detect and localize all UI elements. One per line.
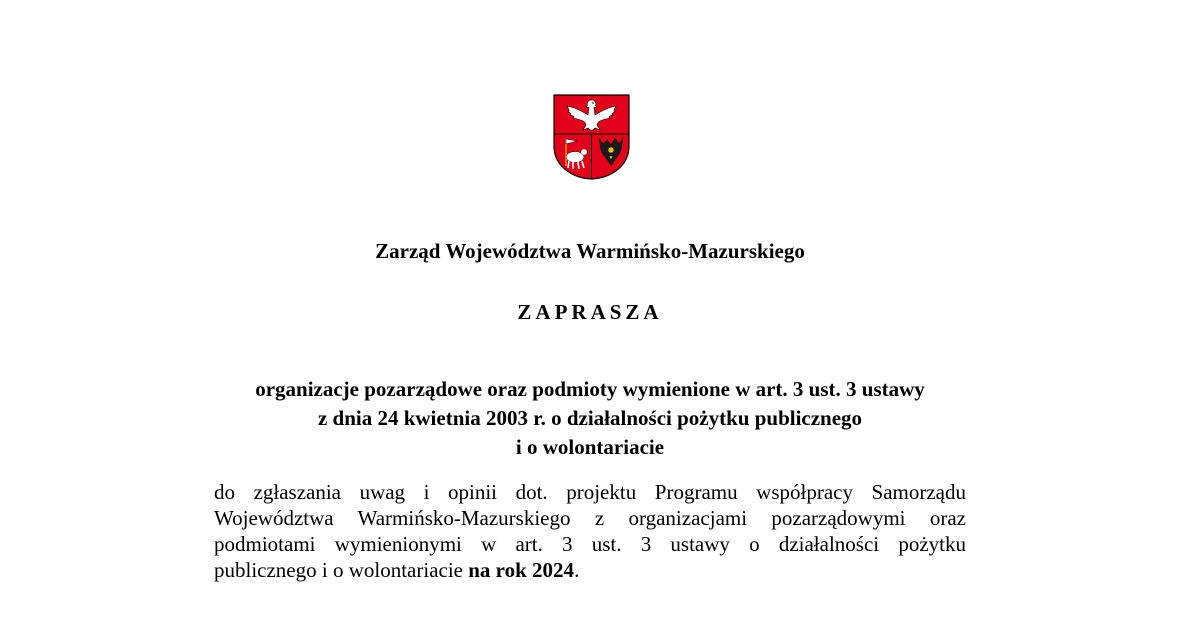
recipients-line: organizacje pozarządowe oraz podmioty wymienione w art. 3 ust. 3 ustawy	[255, 377, 925, 401]
program-year: na rok 2024	[468, 558, 575, 582]
body-line: Województwa Warmińsko-Mazurskiego z organizacjami pozarządowymi oraz	[214, 506, 966, 530]
recipients-line: i o wolontariacie	[515, 435, 665, 459]
body-line-last	[214, 557, 966, 583]
body-line: do zgłaszania uwag i opinii dot. projektu Programu współpracy Samorządu	[214, 480, 966, 504]
invite-heading: ZAPRASZA	[517, 300, 663, 324]
recipients-heading	[0, 375, 1180, 462]
body-line-last-period: .	[574, 558, 580, 582]
body-line-last-text: publicznego i o wolontariacie	[214, 558, 469, 582]
coat-of-arms-icon	[553, 94, 630, 180]
body-paragraph	[214, 479, 966, 583]
recipients-line: z dnia 24 kwietnia 2003 r. o działalności pożytku publicznego	[317, 406, 863, 430]
organization-name: Zarząd Województwa Warmińsko-Mazurskiego	[375, 239, 805, 263]
body-line: podmiotami wymienionymi w art. 3 ust. 3 ustawy o działalności pożytku	[214, 532, 966, 556]
